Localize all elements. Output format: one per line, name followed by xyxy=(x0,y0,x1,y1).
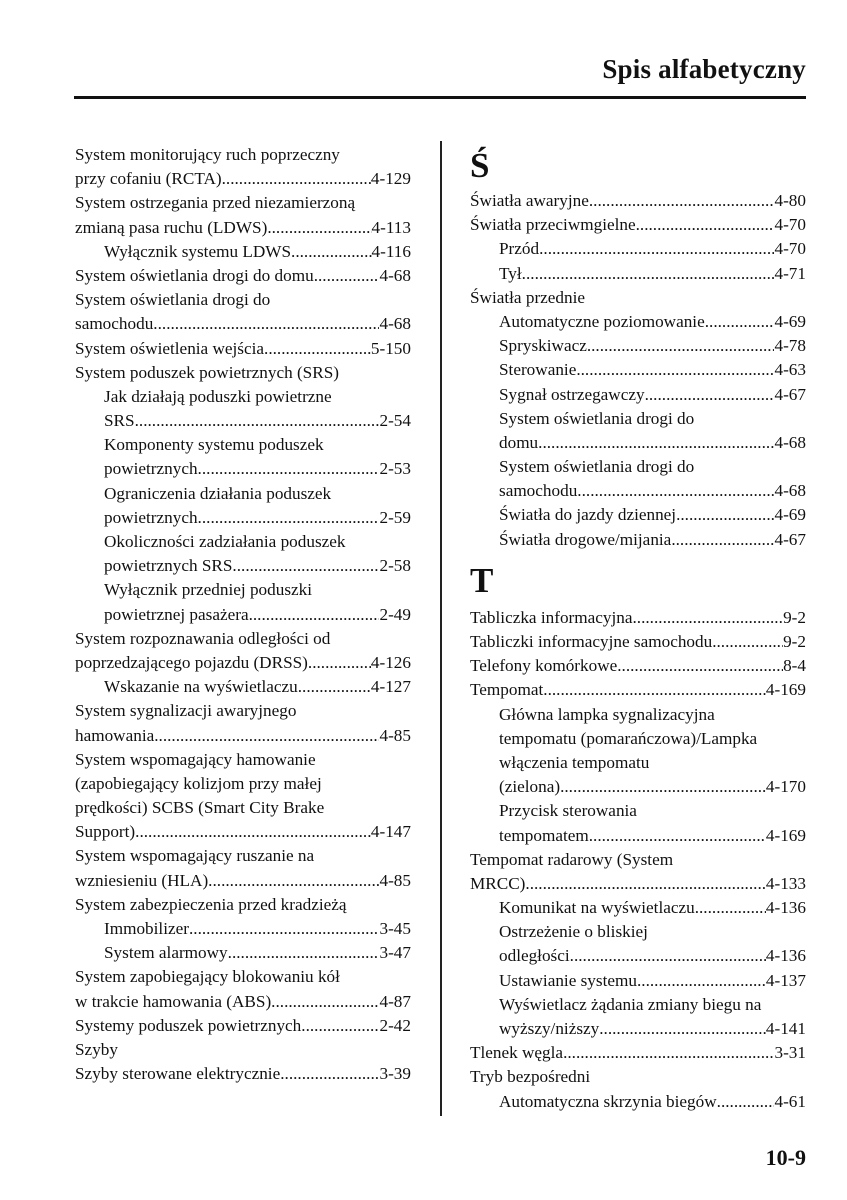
index-entry xyxy=(470,407,806,431)
index-entry-text: System oświetlenia wejścia xyxy=(75,338,265,358)
index-entry xyxy=(75,990,411,1014)
index-entry xyxy=(470,1041,806,1065)
index-entry-page: 4-70 xyxy=(774,215,806,235)
index-entry xyxy=(75,675,411,699)
index-entry-text: zmianą pasa ruchu (LDWS) xyxy=(75,217,268,237)
index-entry-text: Tempomat xyxy=(470,680,544,700)
dot-leader xyxy=(637,969,766,993)
index-entry-text: Szyby sterowane elektrycznie xyxy=(75,1064,281,1084)
index-entry-page: 4-69 xyxy=(774,311,806,331)
index-entry xyxy=(75,796,411,820)
dot-leader xyxy=(154,724,379,748)
index-entry-text: odległości xyxy=(499,946,570,966)
index-entry xyxy=(470,383,806,407)
index-entry xyxy=(470,751,806,775)
dot-leader xyxy=(291,240,372,264)
index-entry xyxy=(75,748,411,772)
index-entry xyxy=(75,627,411,651)
index-entry xyxy=(470,262,806,286)
index-entry xyxy=(75,337,411,361)
index-entry-text: powietrznych SRS xyxy=(104,556,233,576)
dot-leader xyxy=(543,678,766,702)
index-entry-page: 8-4 xyxy=(783,656,806,676)
index-entry-page: 2-53 xyxy=(379,459,411,479)
index-entry xyxy=(470,969,806,993)
index-entry-text: Główna lampka sygnalizacyjna xyxy=(499,704,715,724)
index-entry-text: prędkości) SCBS (Smart City Brake xyxy=(75,798,325,818)
dot-leader xyxy=(617,654,783,678)
index-entry-text: System oświetlania drogi do xyxy=(75,290,271,310)
index-entry-text: Spryskiwacz xyxy=(499,336,587,356)
index-entry-text: domu xyxy=(499,432,539,452)
page-header-title: Spis alfabetyczny xyxy=(602,54,806,84)
index-entry-page: 4-85 xyxy=(379,870,411,890)
index-entry xyxy=(470,1017,806,1041)
index-entry-text: wyższy/niższy xyxy=(499,1019,600,1038)
index-entry-page: 4-61 xyxy=(774,1091,806,1111)
dot-leader xyxy=(632,606,783,630)
dot-leader xyxy=(298,675,371,699)
index-entry-text: Komponenty systemu poduszek xyxy=(104,435,324,455)
index-entry-text: Sterowanie xyxy=(499,360,577,380)
section-t-entries xyxy=(470,606,806,1114)
index-entry xyxy=(470,503,806,527)
index-entry-text: samochodu xyxy=(499,481,578,501)
index-entry xyxy=(470,920,806,944)
dot-leader xyxy=(577,479,774,503)
index-entry-page: 4-71 xyxy=(774,263,806,283)
index-entry-text: hamowania xyxy=(75,725,155,745)
index-entry xyxy=(75,917,411,941)
index-entry xyxy=(75,167,411,191)
index-entry-text: tempomatem xyxy=(499,825,589,845)
index-entry-page: 4-129 xyxy=(370,169,411,189)
dot-leader xyxy=(189,917,380,941)
index-entry-page: 4-136 xyxy=(765,898,806,918)
index-entry-text: samochodu xyxy=(75,314,154,334)
index-entry-text: wzniesieniu (HLA) xyxy=(75,870,209,890)
index-entry-page: 3-31 xyxy=(774,1043,806,1063)
index-entry-text: Okoliczności zadziałania poduszek xyxy=(104,532,346,551)
index-entry-page: 4-141 xyxy=(765,1019,806,1038)
index-entry xyxy=(75,409,411,433)
index-entry xyxy=(75,361,411,385)
index-entry-text: powietrznych xyxy=(104,459,198,479)
index-entry xyxy=(75,191,411,215)
index-entry-page: 4-87 xyxy=(379,991,411,1011)
index-entry xyxy=(75,288,411,312)
index-entry-page: 4-85 xyxy=(379,725,411,745)
index-entry xyxy=(470,334,806,358)
index-entry xyxy=(75,240,411,264)
index-entry-text: Komunikat na wyświetlaczu xyxy=(499,898,695,918)
dot-leader xyxy=(208,869,379,893)
index-entry-text: Systemy poduszek powietrznych xyxy=(75,1015,302,1035)
index-entry-text: System wspomagający hamowanie xyxy=(75,749,316,769)
dot-leader xyxy=(135,409,380,433)
index-entry xyxy=(75,651,411,675)
index-entry-page: 3-39 xyxy=(379,1064,411,1084)
index-entry-page: 2-42 xyxy=(379,1015,411,1035)
index-entry-page: 2-59 xyxy=(379,507,411,527)
index-entry-page: 4-126 xyxy=(370,652,411,672)
index-entry xyxy=(470,1090,806,1114)
index-entry xyxy=(75,772,411,796)
index-entry xyxy=(75,603,411,627)
index-entry-text: Przycisk sterowania xyxy=(499,801,637,821)
dot-leader xyxy=(525,872,765,896)
index-entry xyxy=(75,216,411,240)
section-letter-s: Ś xyxy=(470,146,490,185)
dot-leader xyxy=(587,334,775,358)
index-entry-text: Światła przednie xyxy=(470,287,586,307)
index-entry-text: Światła przeciwmgielne xyxy=(470,215,636,235)
index-entry-text: Tabliczki informacyjne samochodu xyxy=(470,632,713,651)
index-entry-text: Jak działają poduszki powietrzne xyxy=(104,386,332,406)
index-entry xyxy=(75,506,411,530)
index-entry-text: Automatyczna skrzynia biegów xyxy=(499,1091,717,1111)
index-entry-page: 4-169 xyxy=(765,680,806,700)
index-entry-page: 3-45 xyxy=(379,919,411,938)
dot-leader xyxy=(563,1041,774,1065)
index-entry-page: 4-68 xyxy=(774,432,806,452)
index-entry xyxy=(75,578,411,602)
index-entry-page: 4-67 xyxy=(774,529,806,549)
index-entry-text: Tempomat radarowy (System xyxy=(470,849,674,869)
index-entry-text: Ustawianie systemu xyxy=(499,970,637,990)
index-entry xyxy=(75,554,411,578)
dot-leader xyxy=(308,651,371,675)
index-entry-text: Sygnał ostrzegawczy xyxy=(499,384,645,404)
page-number: 10-9 xyxy=(765,1145,806,1170)
index-entry xyxy=(75,893,411,917)
index-entry xyxy=(470,455,806,479)
index-entry-text: System zabezpieczenia przed kradzieżą xyxy=(75,894,347,914)
dot-leader xyxy=(314,264,380,288)
index-entry-page: 5-150 xyxy=(370,338,411,358)
index-entry-page: 9-2 xyxy=(783,607,806,627)
index-entry-text: MRCC) xyxy=(470,873,526,893)
index-entry xyxy=(470,606,806,630)
index-entry-text: powietrznej pasażera xyxy=(104,604,249,624)
index-entry xyxy=(470,993,806,1017)
index-entry-page: 4-68 xyxy=(379,314,411,334)
index-entry xyxy=(470,703,806,727)
index-entry-page: 4-67 xyxy=(774,384,806,404)
index-entry-text: Wyłącznik systemu LDWS xyxy=(104,241,292,261)
dot-leader xyxy=(599,1017,766,1041)
index-entry-text: System monitorujący ruch poprzeczny xyxy=(75,145,340,164)
index-entry-page: 4-80 xyxy=(774,191,806,210)
section-letter-t: T xyxy=(470,560,494,600)
index-entry xyxy=(470,528,806,552)
index-entry-page: 4-169 xyxy=(765,825,806,845)
index-entry-text: System ostrzegania przed niezamierzoną xyxy=(75,193,356,213)
index-entry xyxy=(75,869,411,893)
dot-leader xyxy=(153,312,379,336)
index-column-right xyxy=(470,143,806,1114)
dot-leader xyxy=(645,383,775,407)
index-entry-text: System oświetlania drogi do xyxy=(499,457,695,477)
dot-leader xyxy=(301,1014,379,1038)
index-entry xyxy=(470,286,806,310)
dot-leader xyxy=(522,262,775,286)
dot-leader xyxy=(271,990,379,1014)
index-entry xyxy=(470,358,806,382)
index-entry-text: w trakcie hamowania (ABS) xyxy=(75,991,272,1011)
index-entry xyxy=(75,385,411,409)
index-entry-text: (zapobiegający kolizjom przy małej xyxy=(75,773,322,793)
index-entry xyxy=(470,479,806,503)
index-entry-text: przy cofaniu (RCTA) xyxy=(75,169,222,189)
index-entry-text: Tlenek węgla xyxy=(470,1043,564,1063)
index-entry-page: 2-54 xyxy=(379,411,411,431)
index-entry-text: Światła drogowe/mijania xyxy=(499,529,672,549)
index-entry-text: System wspomagający ruszanie na xyxy=(75,846,315,866)
index-entry xyxy=(75,530,411,554)
index-entry-text: SRS xyxy=(104,411,135,431)
index-entry xyxy=(75,1014,411,1038)
index-entry-page: 4-147 xyxy=(370,822,411,842)
index-entry-page: 4-136 xyxy=(765,946,806,966)
index-entry-page: 4-69 xyxy=(774,505,806,525)
index-entry xyxy=(470,189,806,213)
index-entry-text: Telefony komórkowe xyxy=(470,656,618,676)
index-entry xyxy=(470,678,806,702)
index-entry-page: 4-68 xyxy=(774,481,806,501)
dot-leader xyxy=(671,528,774,552)
index-entry xyxy=(75,965,411,989)
index-entry-page: 4-170 xyxy=(765,777,806,797)
index-entry-page: 4-127 xyxy=(370,677,411,697)
index-entry-text: System sygnalizacji awaryjnego xyxy=(75,701,297,721)
index-entry xyxy=(470,896,806,920)
index-entry xyxy=(470,848,806,872)
index-entry-page: 2-49 xyxy=(379,604,411,624)
dot-leader xyxy=(198,506,380,530)
index-entry xyxy=(470,630,806,654)
header-rule xyxy=(74,96,806,99)
index-entry-text: System rozpoznawania odległości od xyxy=(75,628,331,648)
index-entry-page: 3-47 xyxy=(379,943,411,963)
index-entry xyxy=(75,844,411,868)
index-entry-page: 4-70 xyxy=(774,239,806,259)
index-entry-text: powietrznych xyxy=(104,507,198,527)
index-entry-page: 4-78 xyxy=(774,336,806,356)
index-entry xyxy=(75,457,411,481)
index-entry-text: Wyłącznik przedniej poduszki xyxy=(104,580,313,600)
dot-leader xyxy=(264,337,371,361)
index-entry xyxy=(470,799,806,823)
dot-leader xyxy=(538,431,774,455)
index-entry-page: 4-137 xyxy=(765,970,806,990)
index-column-left xyxy=(75,143,411,1086)
index-entry-text: (zielona) xyxy=(499,777,561,797)
index-entry-text: Ograniczenia działania poduszek xyxy=(104,483,332,503)
index-entry-text: Support) xyxy=(75,822,136,842)
index-entry-text: Wskazanie na wyświetlaczu xyxy=(104,677,298,697)
index-entry-text: Tryb bezpośredni xyxy=(470,1067,591,1087)
dot-leader xyxy=(228,941,380,965)
index-entry-page: 4-113 xyxy=(371,217,411,237)
index-entry-page: 4-68 xyxy=(379,265,411,285)
column-divider xyxy=(440,141,442,1116)
index-entry-text: Światła do jazdy dziennej xyxy=(499,505,677,525)
index-entry xyxy=(75,699,411,723)
index-entry-text: System oświetlania drogi do xyxy=(499,408,695,428)
dot-leader xyxy=(636,213,775,237)
index-entry xyxy=(75,482,411,506)
index-entry xyxy=(470,1065,806,1089)
index-entry xyxy=(470,213,806,237)
dot-leader xyxy=(712,630,783,654)
dot-leader xyxy=(576,358,774,382)
index-entry-text: System alarmowy xyxy=(104,943,228,963)
index-entry-page: 2-58 xyxy=(379,556,411,576)
dot-leader xyxy=(717,1090,775,1114)
dot-leader xyxy=(570,944,766,968)
index-entry-page: 4-63 xyxy=(774,360,806,380)
index-entry-text: Przód xyxy=(499,239,540,259)
index-entry xyxy=(470,944,806,968)
index-entry xyxy=(470,727,806,751)
index-entry-text: włączenia tempomatu xyxy=(499,752,650,772)
dot-leader xyxy=(676,503,774,527)
index-entry xyxy=(75,724,411,748)
dot-leader xyxy=(222,167,371,191)
index-entry xyxy=(75,941,411,965)
dot-leader xyxy=(560,775,766,799)
index-entry xyxy=(75,433,411,457)
dot-leader xyxy=(589,824,766,848)
index-entry-text: Ostrzeżenie o bliskiej xyxy=(499,922,648,942)
index-entry-page: 9-2 xyxy=(783,632,806,651)
dot-leader xyxy=(589,189,775,213)
dot-leader xyxy=(232,554,379,578)
index-entry xyxy=(470,872,806,896)
index-entry xyxy=(75,1038,411,1062)
index-entry-text: Immobilizer xyxy=(104,919,189,938)
index-entry-text: Szyby xyxy=(75,1039,118,1059)
index-entry-text: Wyświetlacz żądania zmiany biegu na xyxy=(499,994,762,1014)
index-entry xyxy=(75,143,411,167)
index-entry xyxy=(470,654,806,678)
index-entry-text: System oświetlania drogi do domu xyxy=(75,265,314,285)
index-entry xyxy=(470,237,806,261)
index-entry xyxy=(75,264,411,288)
dot-leader xyxy=(249,603,380,627)
index-entry-text: poprzedzającego pojazdu (DRSS) xyxy=(75,652,308,672)
index-entry-text: System poduszek powietrznych (SRS) xyxy=(75,362,339,382)
dot-leader xyxy=(267,216,371,240)
index-entry-text: tempomatu (pomarańczowa)/Lampka xyxy=(499,728,758,748)
index-entry xyxy=(470,824,806,848)
index-entry xyxy=(75,820,411,844)
dot-leader xyxy=(280,1062,379,1086)
index-entry xyxy=(75,312,411,336)
index-entry-text: Światła awaryjne xyxy=(470,191,589,210)
section-s-entries xyxy=(470,189,806,552)
index-entry-text: Tabliczka informacyjna xyxy=(470,607,633,627)
index-entry xyxy=(470,431,806,455)
index-entry-page: 4-116 xyxy=(371,241,411,261)
index-entry-text: Automatyczne poziomowanie xyxy=(499,311,705,331)
dot-leader xyxy=(695,896,766,920)
index-entry xyxy=(470,775,806,799)
dot-leader xyxy=(539,237,774,261)
dot-leader xyxy=(198,457,380,481)
index-entry xyxy=(75,1062,411,1086)
dot-leader xyxy=(135,820,371,844)
index-entry-text: System zapobiegający blokowaniu kół xyxy=(75,967,340,987)
index-entry xyxy=(470,310,806,334)
dot-leader xyxy=(705,310,775,334)
index-entry-text: Tył xyxy=(499,263,522,283)
index-entry-page: 4-133 xyxy=(765,873,806,893)
